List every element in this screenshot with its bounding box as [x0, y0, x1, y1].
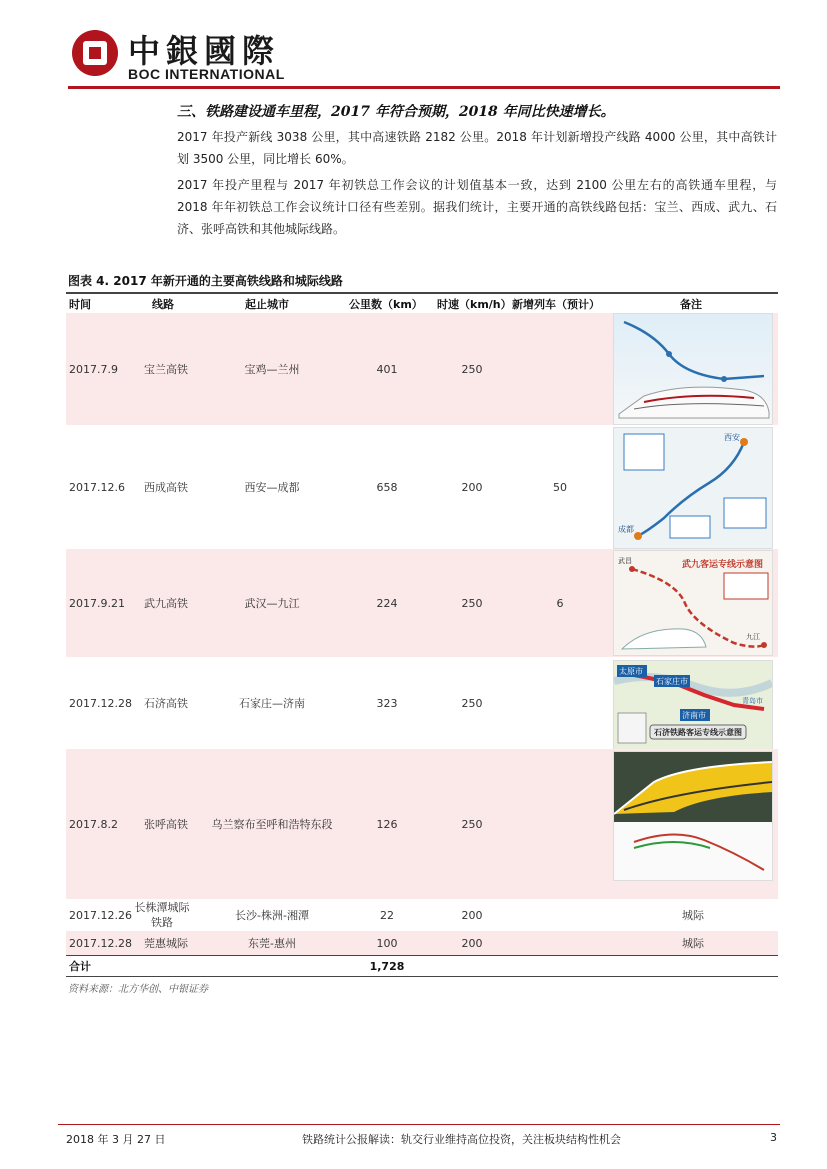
header-new-trains: 新增列车（预计） — [512, 298, 600, 311]
cell-speed: 200 — [461, 936, 483, 950]
cell-new-trains — [512, 313, 608, 425]
logo-english-name: BOC INTERNATIONAL — [128, 66, 285, 82]
cell-line: 长株潭城际铁路 — [134, 901, 190, 929]
cell-time: 2017.9.21 — [69, 596, 125, 610]
cell-line: 武九高铁 — [144, 597, 188, 610]
cell-speed: 250 — [461, 817, 483, 831]
header-note: 备注 — [680, 298, 702, 311]
cell-new-trains: 6 — [556, 596, 564, 610]
table-total-row — [66, 956, 778, 976]
table-row — [66, 899, 778, 931]
xicheng-xian-label: 西安 — [724, 433, 740, 442]
logo-chinese-name: 中銀國際 — [128, 32, 281, 70]
cell-cities: 西安—成都 — [244, 481, 300, 494]
header-km: 公里数（km） — [349, 298, 423, 311]
cell-new-trains — [512, 657, 608, 749]
cell-new-trains — [512, 931, 608, 955]
cell-speed: 200 — [461, 480, 483, 494]
table-bottom-rule — [66, 976, 778, 977]
cell-speed: 200 — [461, 908, 483, 922]
cell-km: 658 — [376, 480, 398, 494]
header-time: 时间 — [69, 298, 91, 311]
cell-km: 100 — [376, 936, 398, 950]
wujiu-map-title: 武九客运专线示意图 — [682, 560, 764, 570]
cell-km: 323 — [376, 696, 398, 710]
cell-km: 401 — [376, 362, 398, 376]
xicheng-route-map — [613, 427, 773, 549]
cell-time: 2017.12.28 — [69, 696, 132, 710]
wujiu-wuchang-label: 武昌 — [618, 557, 632, 565]
cell-time: 2017.7.9 — [69, 362, 118, 376]
page-number: 3 — [770, 1131, 777, 1144]
footer-report-title: 铁路统计公报解读：轨交行业维持高位投资，关注板块结构性机会 — [302, 1133, 621, 1146]
section-title: 三、铁路建设通车里程，2017 年符合预期，2018 年同比快速增长。 — [177, 104, 615, 120]
table-source: 资料来源：北方华创、中银证券 — [68, 984, 208, 995]
cell-new-trains — [512, 899, 608, 931]
cell-cities: 长沙-株洲-湘潭 — [235, 909, 309, 922]
cell-note: 城际 — [682, 937, 704, 950]
table-row — [66, 425, 778, 549]
baolan-train-image — [613, 313, 773, 425]
header-line: 线路 — [152, 298, 174, 311]
header-speed: 时速（km/h） — [437, 298, 512, 311]
cell-note: 城际 — [682, 909, 704, 922]
header-cities: 起止城市 — [245, 298, 289, 311]
footer-date: 2018 年 3 月 27 日 — [66, 1133, 166, 1146]
header-divider — [68, 86, 780, 89]
shiji-jinan-label: 济南市 — [682, 711, 706, 720]
wujiu-jiujiang-label: 九江 — [746, 633, 760, 641]
cell-new-trains — [512, 749, 608, 899]
cell-time: 2017.12.6 — [69, 480, 125, 494]
total-km: 1,728 — [369, 959, 405, 973]
cell-cities: 乌兰察布至呼和浩特东段 — [211, 818, 333, 831]
table-row — [66, 931, 778, 955]
cell-line: 莞惠城际 — [144, 937, 188, 950]
cell-cities: 武汉—九江 — [244, 597, 300, 610]
cell-time: 2017.12.26 — [69, 908, 132, 922]
cell-line: 石济高铁 — [144, 697, 188, 710]
cell-speed: 250 — [461, 696, 483, 710]
cell-km: 224 — [376, 596, 398, 610]
cell-cities: 东莞-惠州 — [248, 937, 296, 950]
cell-km: 126 — [376, 817, 398, 831]
table-top-rule — [66, 292, 778, 294]
xicheng-chengdu-label: 成都 — [618, 525, 634, 534]
shiji-map-title: 石济铁路客运专线示意图 — [654, 728, 742, 737]
cell-new-trains: 50 — [553, 480, 567, 494]
table-row — [66, 313, 778, 425]
cell-line: 宝兰高铁 — [144, 363, 188, 376]
shiji-route-map — [613, 660, 773, 750]
table-title: 图表 4. 2017 年新开通的主要高铁线路和城际线路 — [68, 274, 343, 288]
cell-speed: 250 — [461, 596, 483, 610]
table-row — [66, 657, 778, 749]
cell-speed: 250 — [461, 362, 483, 376]
cell-line: 西成高铁 — [144, 481, 188, 494]
shiji-taiyuan-label: 太原市 — [619, 667, 643, 676]
wujiu-route-map — [613, 550, 773, 656]
footer-divider — [58, 1124, 780, 1125]
shiji-shijiazhuang-label: 石家庄市 — [656, 677, 688, 686]
cell-time: 2017.8.2 — [69, 817, 118, 831]
shiji-qingdao-label: 青岛市 — [742, 697, 763, 705]
zhanghu-train-image — [613, 751, 773, 881]
table-row — [66, 749, 778, 899]
paragraph-1: 2017 年投产新线 3038 公里，其中高速铁路 2182 公里。2018 年计划新增投产线路 4000 公里，其中高铁计划 3500 公里，同比增长 60%。 — [177, 130, 777, 166]
cell-time: 2017.12.28 — [69, 936, 132, 950]
cell-km: 22 — [380, 908, 394, 922]
cell-line: 张呼高铁 — [144, 818, 188, 831]
table-row — [66, 549, 778, 657]
paragraph-2: 2017 年投产里程与 2017 年初铁总工作会议的计划值基本一致，达到 2100 公里左右的高铁通车里程，与 2018 年年初铁总工作会议统计口径有些差别。据我们统计，主要开通的高铁线路包括：宝兰、西成、武九、石济、张呼高铁和其他城际线路。 — [177, 178, 777, 236]
cell-cities: 石家庄—济南 — [239, 697, 305, 710]
total-label: 合计 — [69, 960, 91, 973]
cell-cities: 宝鸡—兰州 — [244, 363, 300, 376]
boc-logo-icon — [72, 30, 118, 76]
